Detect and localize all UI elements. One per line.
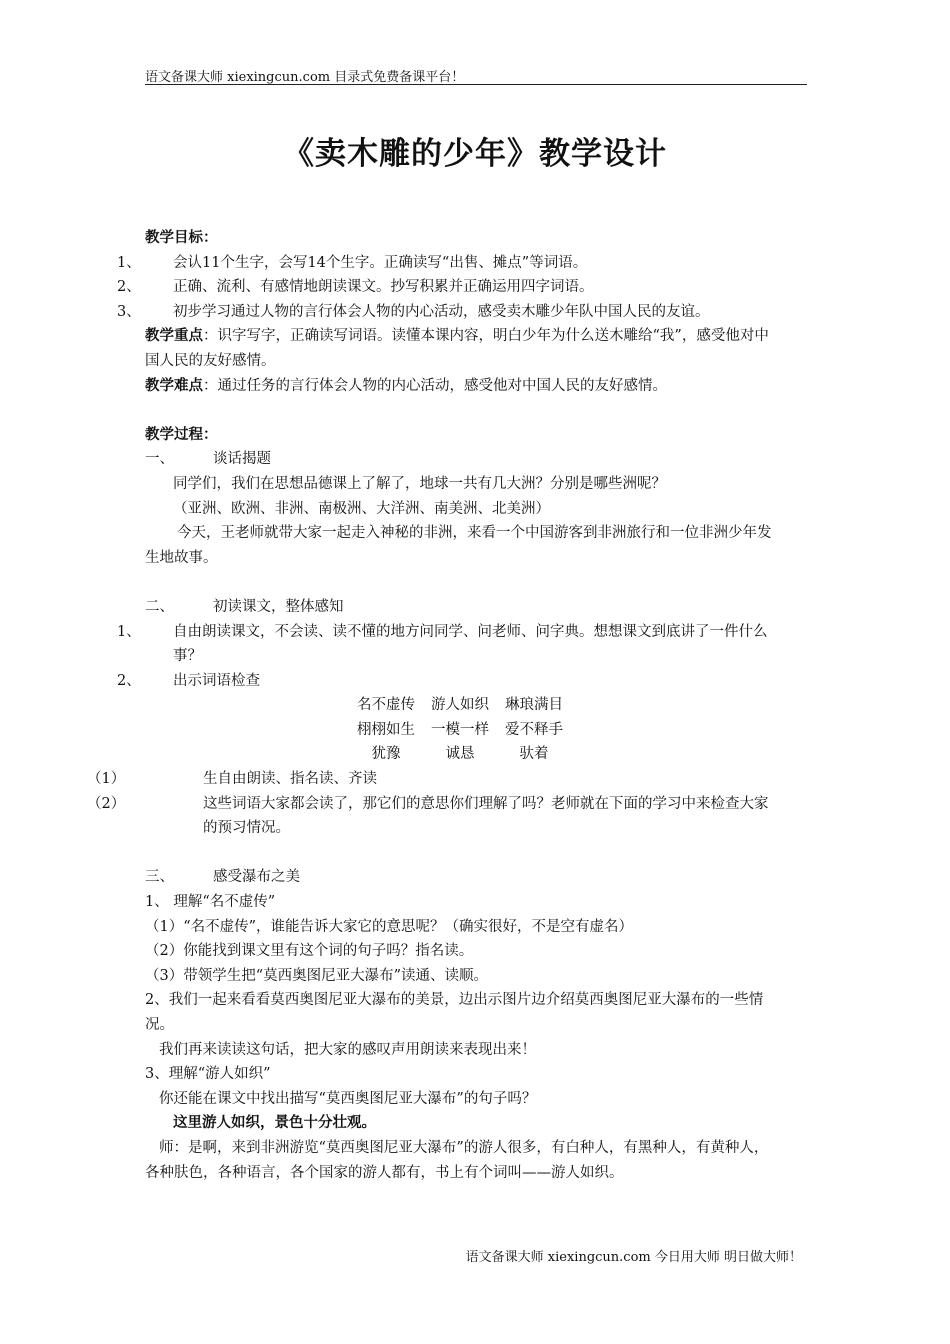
section-3-line-6: 我们再来读读这句话，把大家的感叹声用朗读来表现出来！ xyxy=(159,1041,536,1058)
word: 名不虚传 xyxy=(357,697,415,714)
goal-item-2: 2、 正确、流利、有感情地朗读课文。抄写积累并正确运用四字词语。 xyxy=(117,279,594,296)
section-3-line-7: 3、理解“游人如织” xyxy=(145,1066,271,1083)
page-footer: 语文备课大师 xiexingcun.com 今日用大师 明日做大师！ xyxy=(465,1250,802,1265)
word: 一模一样 xyxy=(431,721,489,738)
teaching-difficulty: 教学难点：通过任务的言行体会人物的内心活动，感受他对中国人民的友好感情。 xyxy=(145,376,667,394)
header-divider xyxy=(145,84,807,85)
section-3-line-5: 2、我们一起来看看莫西奥图尼亚大瀑布的美景，边出示图片边介绍莫西奥图尼亚大瀑布的一些情况。 xyxy=(145,992,764,1033)
section-1-heading: 一、 谈话揭题 xyxy=(145,451,271,468)
section-2-sub-1: （1） 生自由朗读、指名读、齐读 xyxy=(87,771,377,788)
goal-item-1: 1、 会认11个生字，会写14个生字。正确读写“出售、摊点”等词语。 xyxy=(117,254,588,271)
word: 琳琅满目 xyxy=(505,697,563,714)
word: 驮着 xyxy=(519,746,549,763)
word: 栩栩如生 xyxy=(357,721,415,738)
word-row-1 xyxy=(145,693,775,718)
word-row-3 xyxy=(145,742,775,767)
section-3-line-1: 1、 理解“名不虚传” xyxy=(145,894,276,911)
document-title: 《卖木雕的少年》教学设计 xyxy=(283,136,667,172)
goal-item-3: 3、 初步学习通过人物的言行体会人物的内心活动，感受卖木雕少年队中国人民的友谊。 xyxy=(117,303,710,320)
process-heading: 教学过程： xyxy=(145,425,218,443)
section-3-line-10: 师：是啊，来到非洲游览“莫西奥图尼亚大瀑布”的游人很多，有白种人，有黑种人，有黄种人，各种肤色，各种语言，各个国家的游人都有，书上有个词叫——游人如织。 xyxy=(145,1139,769,1181)
section-3-line-9: 这里游人如织，景色十分壮观。 xyxy=(173,1114,376,1132)
section-2-item-1: 1、 自由朗读课文，不会读、读不懂的地方问同学、问老师、问字典。想想课文到底讲了一件什么事？ xyxy=(117,623,768,665)
section-3-heading: 三、 感受瀑布之美 xyxy=(145,869,300,886)
section-1-p1: 同学们，我们在思想品德课上了解了，地球一共有几大洲？分别是哪些洲呢？ xyxy=(173,475,666,492)
word: 游人如织 xyxy=(431,697,489,714)
section-3-line-3: （2）你能找到课文里有这个词的句子吗？指名读。 xyxy=(145,943,474,960)
section-2-item-2: 2、 出示词语检查 xyxy=(117,672,260,689)
teaching-focus: 教学重点：识字写字，正确读写词语。读懂本课内容，明白少年为什么送木雕给“我”，感受他对中国人民的友好感情。 xyxy=(145,327,769,369)
section-2-heading: 二、 初读课文，整体感知 xyxy=(145,598,344,615)
word-row-2 xyxy=(145,718,775,743)
section-3-line-4: （3）带领学生把“莫西奥图尼亚大瀑布”读通、读顺。 xyxy=(145,967,489,984)
section-1-p3: 今天，王老师就带大家一起走入神秘的非洲，来看一个中国游客到非洲旅行和一位非洲少年发生地故事。 xyxy=(145,525,772,566)
word: 诚恳 xyxy=(445,746,475,763)
document-body xyxy=(87,226,775,1185)
goals-heading: 教学目标： xyxy=(145,229,218,246)
page-header: 语文备课大师 xiexingcun.com 目录式免费备课平台！ xyxy=(145,70,465,85)
word: 爱不释手 xyxy=(505,721,563,738)
section-1-p2: （亚洲、欧洲、非洲、南极洲、大洋洲、南美洲、北美洲） xyxy=(173,500,550,517)
section-3-line-2: （1）“名不虚传”，谁能告诉大家它的意思呢？（确实很好，不是空有虚名） xyxy=(145,918,634,935)
section-2-sub-2: （2） 这些词语大家都会读了，那它们的意思你们理解了吗？老师就在下面的学习中来检查大家的预习情况。 xyxy=(87,795,769,837)
section-3-line-8: 你还能在课文中找出描写“莫西奥图尼亚大瀑布”的句子吗？ xyxy=(159,1090,537,1107)
word: 犹豫 xyxy=(371,746,401,763)
